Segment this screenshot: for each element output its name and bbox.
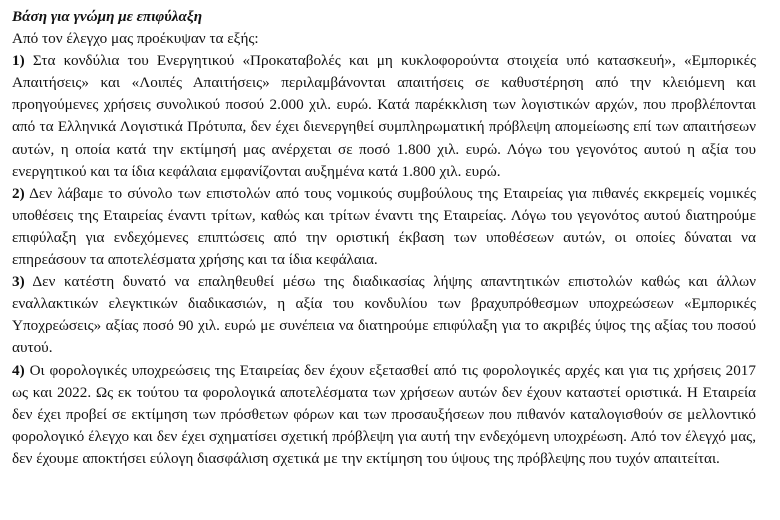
paragraph-1 xyxy=(12,50,756,183)
paragraph-text: Οι φορολογικές υποχρεώσεις της Εταιρείας δεν έχουν εξετασθεί από τις φορολογικές αρχές και για τις χρήσεις 2017 ως και 2022. Ως εκ τούτου τα φορολογικά αποτελέσματα των χρήσεων αυτών δεν έχουν καταστεί οριστικά. Η Εταιρεία δεν έχει προβεί σε εκτίμηση των πρόσθετων φόρων και των προσαυξήσεων που πιθανόν καταλογισθούν σε μελλοντικό φορολογικό έλεγχο και δεν έχει σχηματίσει σχετική πρόβλεψη για αυτή την ενδεχόμενη υποχρέωση. Από τον έλεγχό μας, δεν έχουμε αποκτήσει εύλογη διασφάλιση σχετικά με την εκτίμηση του ύψους της πρόβλεψης που τυχόν απαιτείται. xyxy=(12,361,756,467)
paragraph-text: Στα κονδύλια του Ενεργητικού «Προκαταβολές και μη κυκλοφορούντα στοιχεία υπό κατασκευή», «Εμπορικές Απαιτήσεις» και «Λοιπές Απαιτήσεις» περιλαμβάνονται απαιτήσεις σε καθυστέρηση από την κλειόμενη και προηγούμενες χρήσεις συνολικού ποσού 2.000 χιλ. ευρώ. Κατά παρέκκλιση των λογιστικών αρχών, που προβλέπονται από τα Ελληνικά Λογιστικά Πρότυπα, δεν έχει διενεργηθεί συμπληρωματική πρόβλεψη απομείωσης επί των απαιτήσεων αυτών, η οποία κατά την εκτίμησή μας ανέρχεται σε ποσό 1.800 χιλ. ευρώ. Λόγω του γεγονότος αυτού η αξία του ενεργητικού και τα ίδια κεφάλαια εμφανίζονται αυξημένα κατά 1.800 χιλ. ευρώ. xyxy=(12,52,756,180)
paragraph-number: 2) xyxy=(12,184,25,202)
document-page xyxy=(12,6,756,470)
section-heading: Βάση για γνώμη με επιφύλαξη xyxy=(12,8,203,25)
paragraph-2 xyxy=(12,183,756,271)
paragraph-text: Δεν λάβαμε το σύνολο των επιστολών από τους νομικούς συμβούλους της Εταιρείας για πιθανές εκκρεμείς νομικές υποθέσεις της Εταιρείας έναντι τρίτων, καθώς και τρίτων έναντι της Εταιρείας. Λόγω του γεγονότος αυτού διατηρούμε επιφύλαξη για ενδεχόμενες επιπτώσεις από την οριστική έκβαση των υποθέσεων αυτών, οι οποίες δύναται να επηρεάσουν τα αποτελέσματα χρήσης και τα ίδια κεφάλαια. xyxy=(12,184,756,269)
paragraph-number: 4) xyxy=(12,361,25,379)
paragraph-4 xyxy=(12,360,756,470)
paragraph-text: Δεν κατέστη δυνατό να επαληθευθεί μέσω της διαδικασίας λήψης απαντητικών επιστολών καθώς και άλλων εναλλακτικών ελεγκτικών διαδικασιών, η αξία του κονδυλίου των βραχυπρόθεσμων υποχρεώσεων «Εμπορικές Υποχρεώσεις» αξίας ποσό 90 χιλ. ευρώ με συνέπεια να διατηρούμε επιφύλαξη για το ακριβές ύψος της αξίας του ποσού αυτού. xyxy=(12,273,756,357)
paragraph-number: 1) xyxy=(12,52,25,70)
paragraph-number: 3) xyxy=(12,273,25,291)
paragraph-3 xyxy=(12,271,756,359)
intro-text: Από τον έλεγχο μας προέκυψαν τα εξής: xyxy=(12,30,259,48)
